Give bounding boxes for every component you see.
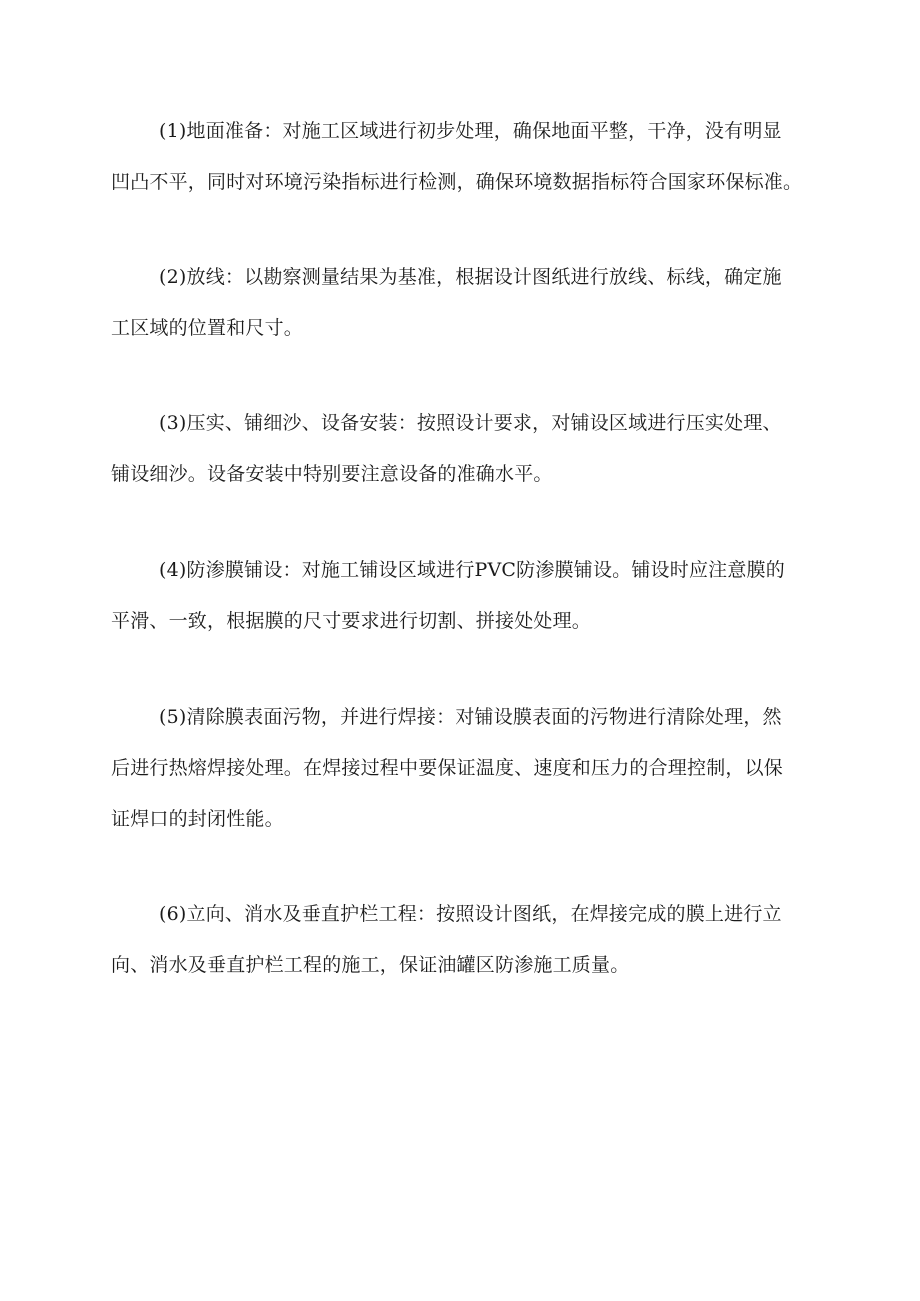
paragraph-line: 后进行热熔焊接处理。在焊接过程中要保证温度、速度和压力的合理控制，以保 [111, 757, 784, 779]
paragraph-guardrail-works [111, 889, 811, 991]
paragraph-line: (6)立向、消水及垂直护栏工程：按照设计图纸，在焊接完成的膜上进行立 [159, 903, 782, 925]
paragraph-membrane-laying [111, 545, 811, 647]
paragraph-line: (5)清除膜表面污物，并进行焊接：对铺设膜表面的污物进行清除处理，然 [159, 706, 782, 728]
paragraph-line: 铺设细沙。设备安装中特别要注意设备的准确水平。 [111, 463, 553, 485]
paragraph-line: (3)压实、铺细沙、设备安装：按照设计要求，对铺设区域进行压实处理、 [159, 412, 782, 434]
paragraph-line: (2)放线：以勘察测量结果为基准，根据设计图纸进行放线、标线，确定施 [159, 266, 782, 288]
paragraph-line: (1)地面准备：对施工区域进行初步处理，确保地面平整，干净，没有明显 [159, 120, 782, 142]
paragraph-compaction-sand-equipment [111, 398, 811, 500]
paragraph-line: 平滑、一致，根据膜的尺寸要求进行切割、拼接处处理。 [111, 610, 592, 632]
paragraph-line: 凹凸不平，同时对环境污染指标进行检测，确保环境数据指标符合国家环保标准。 [111, 171, 803, 193]
paragraph-line: (4)防渗膜铺设：对施工铺设区域进行PVC防渗膜铺设。铺设时应注意膜的 [159, 559, 785, 581]
paragraph-line: 证焊口的封闭性能。 [111, 808, 284, 830]
paragraph-line: 工区域的位置和尺寸。 [111, 317, 304, 339]
paragraph-ground-preparation [111, 106, 811, 208]
paragraph-layout-marking [111, 252, 811, 354]
paragraph-line: 向、消水及垂直护栏工程的施工，保证油罐区防渗施工质量。 [111, 954, 630, 976]
paragraph-cleaning-welding [111, 692, 811, 845]
